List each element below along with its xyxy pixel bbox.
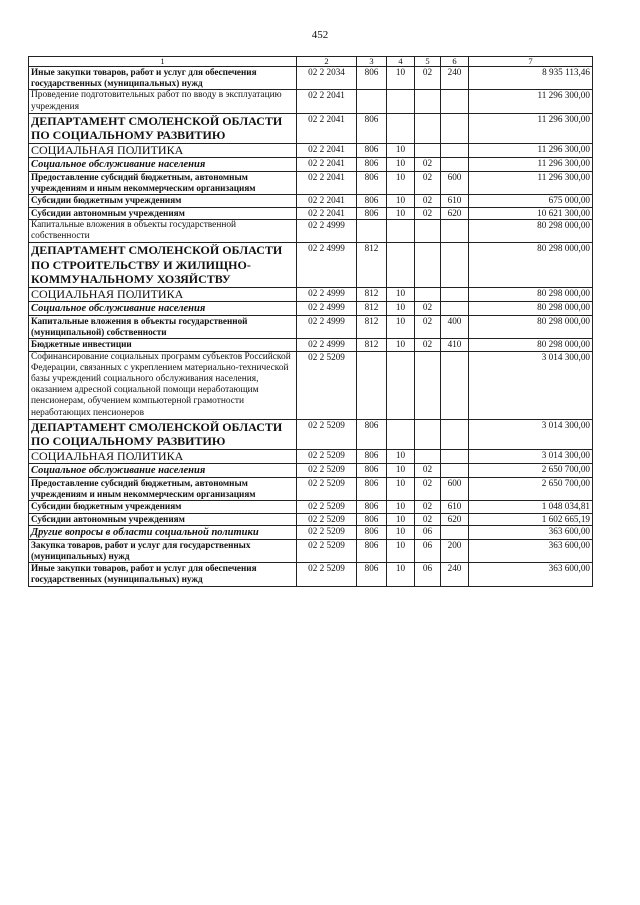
cell-name: Субсидии бюджетным учреждениям — [29, 195, 297, 207]
cell-expense-type — [441, 144, 469, 158]
table-row — [29, 464, 593, 478]
column-header: 1 — [29, 57, 297, 67]
cell-subsection — [415, 419, 441, 449]
cell-expense-type: 240 — [441, 563, 469, 586]
cell-target-code: 02 2 4999 — [297, 302, 357, 316]
budget-table — [28, 56, 593, 587]
cell-department-code — [357, 219, 387, 242]
cell-target-code: 02 2 5209 — [297, 351, 357, 419]
table-row — [29, 90, 593, 113]
cell-expense-type — [441, 288, 469, 302]
cell-subsection: 02 — [415, 195, 441, 207]
cell-name: Иные закупки товаров, работ и услуг для обеспечения государственных (муниципальных) нужд — [29, 67, 297, 90]
table-row — [29, 419, 593, 449]
table-row — [29, 501, 593, 513]
cell-section — [387, 90, 415, 113]
cell-amount: 10 621 300,00 — [469, 207, 593, 219]
cell-section: 10 — [387, 339, 415, 351]
cell-name: Капитальные вложения в объекты государственной (муниципальной) собственности — [29, 316, 297, 339]
cell-subsection — [415, 113, 441, 143]
cell-department-code: 806 — [357, 207, 387, 219]
cell-amount: 2 650 700,00 — [469, 478, 593, 501]
cell-amount: 11 296 300,00 — [469, 144, 593, 158]
cell-expense-type: 600 — [441, 478, 469, 501]
table-row — [29, 302, 593, 316]
table-row — [29, 207, 593, 219]
cell-section: 10 — [387, 501, 415, 513]
cell-subsection: 02 — [415, 158, 441, 172]
cell-expense-type — [441, 219, 469, 242]
cell-target-code: 02 2 2041 — [297, 172, 357, 195]
cell-amount: 1 602 665,19 — [469, 513, 593, 525]
cell-section: 10 — [387, 563, 415, 586]
cell-section: 10 — [387, 144, 415, 158]
cell-section: 10 — [387, 478, 415, 501]
cell-amount: 11 296 300,00 — [469, 113, 593, 143]
cell-section: 10 — [387, 288, 415, 302]
cell-department-code — [357, 90, 387, 113]
cell-department-code: 806 — [357, 419, 387, 449]
cell-department-code — [357, 351, 387, 419]
cell-section: 10 — [387, 539, 415, 562]
cell-expense-type: 610 — [441, 195, 469, 207]
cell-name: ДЕПАРТАМЕНТ СМОЛЕНСКОЙ ОБЛАСТИ ПО СТРОИТЕЛЬСТВУ И ЖИЛИЩНО-КОММУНАЛЬНОМУ ХОЗЯЙСТВУ — [29, 243, 297, 288]
cell-target-code: 02 2 5209 — [297, 464, 357, 478]
cell-department-code: 812 — [357, 288, 387, 302]
cell-department-code: 806 — [357, 144, 387, 158]
table-row — [29, 525, 593, 539]
cell-section — [387, 113, 415, 143]
cell-name: Социальное обслуживание населения — [29, 158, 297, 172]
cell-amount: 363 600,00 — [469, 563, 593, 586]
table-row — [29, 243, 593, 288]
column-header: 3 — [357, 57, 387, 67]
cell-expense-type — [441, 243, 469, 288]
cell-expense-type — [441, 351, 469, 419]
cell-name: Иные закупки товаров, работ и услуг для обеспечения государственных (муниципальных) нужд — [29, 563, 297, 586]
cell-department-code: 806 — [357, 450, 387, 464]
cell-section: 10 — [387, 67, 415, 90]
cell-target-code: 02 2 5209 — [297, 419, 357, 449]
cell-department-code: 806 — [357, 513, 387, 525]
cell-expense-type: 620 — [441, 513, 469, 525]
cell-name: СОЦИАЛЬНАЯ ПОЛИТИКА — [29, 144, 297, 158]
cell-subsection: 02 — [415, 316, 441, 339]
table-body — [29, 67, 593, 587]
table-row — [29, 478, 593, 501]
cell-department-code: 806 — [357, 563, 387, 586]
cell-subsection — [415, 219, 441, 242]
cell-subsection: 02 — [415, 302, 441, 316]
table-row — [29, 563, 593, 586]
table-row — [29, 288, 593, 302]
cell-section — [387, 219, 415, 242]
column-header: 4 — [387, 57, 415, 67]
cell-amount: 8 935 113,46 — [469, 67, 593, 90]
table-row — [29, 144, 593, 158]
cell-target-code: 02 2 5209 — [297, 501, 357, 513]
cell-expense-type: 600 — [441, 172, 469, 195]
cell-name: СОЦИАЛЬНАЯ ПОЛИТИКА — [29, 450, 297, 464]
cell-department-code: 806 — [357, 501, 387, 513]
cell-section — [387, 419, 415, 449]
cell-section: 10 — [387, 207, 415, 219]
cell-expense-type: 620 — [441, 207, 469, 219]
cell-target-code: 02 2 2041 — [297, 195, 357, 207]
cell-amount: 80 298 000,00 — [469, 302, 593, 316]
cell-name: Предоставление субсидий бюджетным, автономным учреждениям и иным некоммерческим организациям — [29, 172, 297, 195]
cell-subsection: 02 — [415, 501, 441, 513]
cell-section: 10 — [387, 316, 415, 339]
cell-section: 10 — [387, 525, 415, 539]
cell-expense-type — [441, 419, 469, 449]
table-row — [29, 172, 593, 195]
cell-amount: 1 048 034,81 — [469, 501, 593, 513]
cell-target-code: 02 2 2041 — [297, 158, 357, 172]
cell-expense-type — [441, 464, 469, 478]
cell-amount: 11 296 300,00 — [469, 172, 593, 195]
page-number: 452 — [311, 29, 329, 41]
cell-target-code: 02 2 5209 — [297, 513, 357, 525]
cell-target-code: 02 2 5209 — [297, 539, 357, 562]
cell-section: 10 — [387, 195, 415, 207]
cell-amount: 3 014 300,00 — [469, 419, 593, 449]
cell-target-code: 02 2 5209 — [297, 525, 357, 539]
cell-name: Социальное обслуживание населения — [29, 464, 297, 478]
cell-expense-type — [441, 113, 469, 143]
cell-amount: 2 650 700,00 — [469, 464, 593, 478]
cell-department-code: 806 — [357, 195, 387, 207]
cell-expense-type — [441, 450, 469, 464]
cell-department-code: 812 — [357, 316, 387, 339]
cell-section — [387, 351, 415, 419]
cell-amount: 80 298 000,00 — [469, 219, 593, 242]
cell-amount: 363 600,00 — [469, 525, 593, 539]
cell-department-code: 806 — [357, 172, 387, 195]
cell-name: Субсидии бюджетным учреждениям — [29, 501, 297, 513]
cell-department-code: 806 — [357, 539, 387, 562]
cell-amount: 3 014 300,00 — [469, 351, 593, 419]
cell-target-code: 02 2 2034 — [297, 67, 357, 90]
table-row — [29, 219, 593, 242]
cell-department-code: 806 — [357, 113, 387, 143]
cell-subsection: 02 — [415, 207, 441, 219]
cell-target-code: 02 2 2041 — [297, 207, 357, 219]
cell-subsection — [415, 243, 441, 288]
cell-name: Субсидии автономным учреждениям — [29, 513, 297, 525]
table-row — [29, 339, 593, 351]
column-header: 7 — [469, 57, 593, 67]
cell-department-code: 806 — [357, 464, 387, 478]
cell-subsection — [415, 90, 441, 113]
column-header: 5 — [415, 57, 441, 67]
cell-name: Закупка товаров, работ и услуг для государственных (муниципальных) нужд — [29, 539, 297, 562]
cell-section: 10 — [387, 513, 415, 525]
cell-expense-type: 610 — [441, 501, 469, 513]
cell-subsection: 02 — [415, 513, 441, 525]
cell-subsection: 02 — [415, 478, 441, 501]
column-header: 6 — [441, 57, 469, 67]
table-row — [29, 113, 593, 143]
table-row — [29, 195, 593, 207]
cell-subsection: 06 — [415, 525, 441, 539]
cell-subsection: 06 — [415, 563, 441, 586]
cell-department-code: 812 — [357, 339, 387, 351]
cell-amount: 11 296 300,00 — [469, 90, 593, 113]
cell-name: Субсидии автономным учреждениям — [29, 207, 297, 219]
cell-amount: 80 298 000,00 — [469, 243, 593, 288]
cell-subsection — [415, 288, 441, 302]
cell-department-code: 806 — [357, 158, 387, 172]
cell-target-code: 02 2 5209 — [297, 563, 357, 586]
cell-target-code: 02 2 4999 — [297, 316, 357, 339]
cell-name: Бюджетные инвестиции — [29, 339, 297, 351]
cell-department-code: 812 — [357, 243, 387, 288]
table-row — [29, 158, 593, 172]
cell-target-code: 02 2 5209 — [297, 478, 357, 501]
cell-name: Капитальные вложения в объекты государственной собственности — [29, 219, 297, 242]
cell-target-code: 02 2 2041 — [297, 113, 357, 143]
cell-target-code: 02 2 4999 — [297, 243, 357, 288]
cell-amount: 80 298 000,00 — [469, 339, 593, 351]
cell-expense-type — [441, 525, 469, 539]
cell-expense-type: 400 — [441, 316, 469, 339]
cell-department-code: 812 — [357, 302, 387, 316]
table-row — [29, 539, 593, 562]
cell-subsection — [415, 351, 441, 419]
cell-subsection — [415, 144, 441, 158]
column-header: 2 — [297, 57, 357, 67]
cell-target-code: 02 2 4999 — [297, 339, 357, 351]
cell-expense-type: 200 — [441, 539, 469, 562]
cell-subsection: 06 — [415, 539, 441, 562]
cell-name: СОЦИАЛЬНАЯ ПОЛИТИКА — [29, 288, 297, 302]
cell-section — [387, 243, 415, 288]
cell-amount: 675 000,00 — [469, 195, 593, 207]
cell-amount: 363 600,00 — [469, 539, 593, 562]
cell-section: 10 — [387, 172, 415, 195]
cell-department-code: 806 — [357, 478, 387, 501]
cell-amount: 80 298 000,00 — [469, 316, 593, 339]
cell-department-code: 806 — [357, 525, 387, 539]
cell-name: Софинансирование социальных программ субъектов Российской Федерации, связанных с укреплением материально-технической базы учреждений социального обслуживания населения, оказанием адресной социальной помощи неработающим пенсионерам, обучением компьютерной грамотности неработающих пенсионеров — [29, 351, 297, 419]
cell-name: Другие вопросы в области социальной политики — [29, 525, 297, 539]
table-row — [29, 351, 593, 419]
cell-target-code: 02 2 2041 — [297, 144, 357, 158]
cell-target-code: 02 2 2041 — [297, 90, 357, 113]
cell-name: ДЕПАРТАМЕНТ СМОЛЕНСКОЙ ОБЛАСТИ ПО СОЦИАЛЬНОМУ РАЗВИТИЮ — [29, 113, 297, 143]
cell-section: 10 — [387, 158, 415, 172]
cell-section: 10 — [387, 302, 415, 316]
cell-expense-type: 410 — [441, 339, 469, 351]
cell-expense-type: 240 — [441, 67, 469, 90]
table-row — [29, 450, 593, 464]
cell-name: Социальное обслуживание населения — [29, 302, 297, 316]
cell-subsection: 02 — [415, 172, 441, 195]
cell-amount: 3 014 300,00 — [469, 450, 593, 464]
table-row — [29, 513, 593, 525]
cell-amount: 80 298 000,00 — [469, 288, 593, 302]
cell-department-code: 806 — [357, 67, 387, 90]
cell-expense-type — [441, 90, 469, 113]
cell-subsection: 02 — [415, 67, 441, 90]
cell-name: ДЕПАРТАМЕНТ СМОЛЕНСКОЙ ОБЛАСТИ ПО СОЦИАЛЬНОМУ РАЗВИТИЮ — [29, 419, 297, 449]
cell-target-code: 02 2 4999 — [297, 219, 357, 242]
cell-expense-type — [441, 158, 469, 172]
cell-section: 10 — [387, 450, 415, 464]
cell-target-code: 02 2 5209 — [297, 450, 357, 464]
cell-subsection: 02 — [415, 464, 441, 478]
cell-subsection — [415, 450, 441, 464]
table-row — [29, 67, 593, 90]
cell-name: Предоставление субсидий бюджетным, автономным учреждениям и иным некоммерческим организациям — [29, 478, 297, 501]
cell-amount: 11 296 300,00 — [469, 158, 593, 172]
table-row — [29, 316, 593, 339]
cell-section: 10 — [387, 464, 415, 478]
table-header-row — [29, 57, 593, 67]
cell-expense-type — [441, 302, 469, 316]
cell-target-code: 02 2 4999 — [297, 288, 357, 302]
cell-subsection: 02 — [415, 339, 441, 351]
cell-name: Проведение подготовительных работ по вводу в эксплуатацию учреждения — [29, 90, 297, 113]
